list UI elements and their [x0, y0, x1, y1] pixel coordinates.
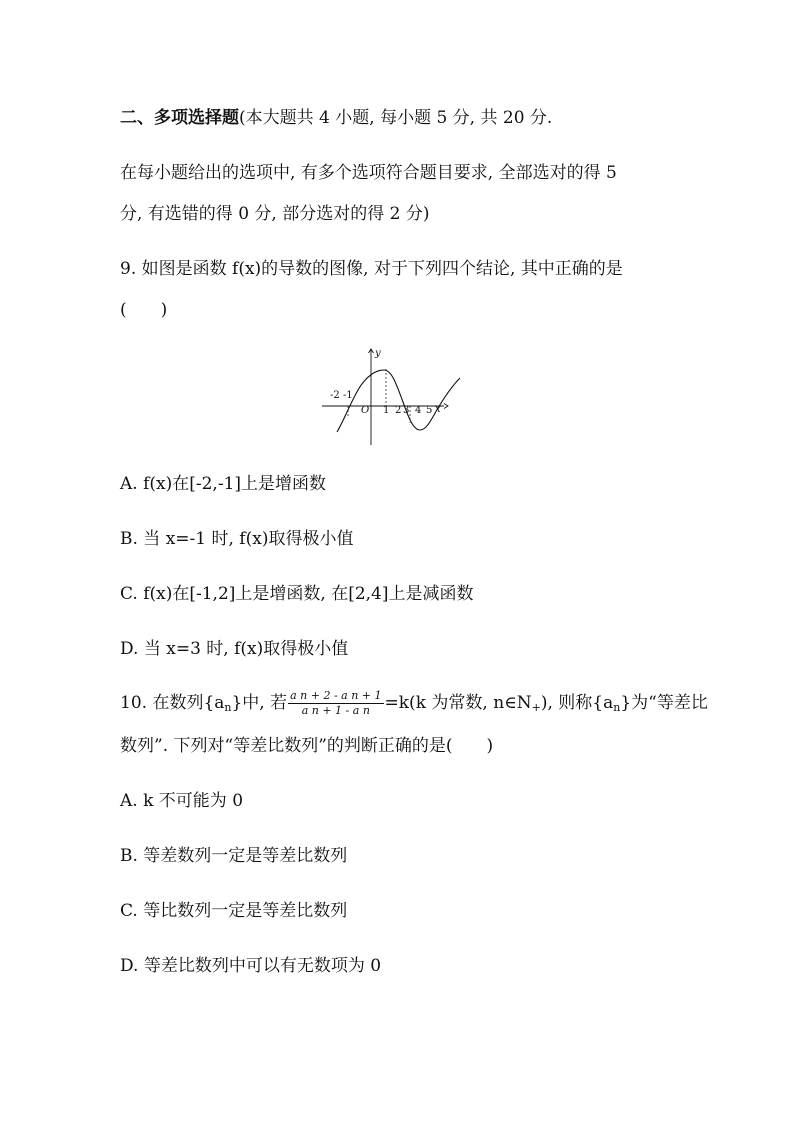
- derivative-curve: [337, 370, 460, 432]
- section-title: 二、多项选择题: [120, 108, 239, 128]
- q10-option-a: A. k 不可能为 0: [120, 791, 244, 811]
- section-instructions-line-3: 分, 有选错的得 0 分, 部分选对的得 2 分): [120, 204, 430, 224]
- tick-label-4: 4: [415, 405, 422, 416]
- q9-option-b: B. 当 x=-1 时, f(x)取得极小值: [120, 529, 354, 549]
- q10-stem-line-1: 10. 在数列$\{a_n\}$中, 若 $\frac{\text{a n + 2 - a n + 1}}{\text{a n + 1 - a n}}$ =k(k 为常数, $n\in N_+$), 则称$\{a_n\}$为“等差比: [120, 689, 708, 717]
- tick-label-1: 1: [383, 405, 390, 416]
- subscript-plus: +: [531, 701, 541, 714]
- q9-option-d: D. 当 x=3 时, f(x)取得极小值: [120, 639, 349, 659]
- origin-label: O: [361, 405, 370, 416]
- section-intro: (本大题共 4 小题, 每小题 5 分, 共 20 分.: [239, 108, 553, 128]
- q10-option-d: D. 等差比数列中可以有无数项为 0: [120, 956, 382, 976]
- q10-stem-line-2: 数列”. 下列对“等差比数列”的判断正确的是( ): [120, 736, 494, 756]
- subscript-n: n: [224, 701, 232, 714]
- fraction-numerator: a n + 2 - a n + 1: [290, 689, 382, 702]
- x-axis-arrow: [444, 404, 448, 409]
- fraction-denominator: a n + 1 - a n: [301, 704, 370, 717]
- q9-option-c: C. f(x)在[-1,2]上是增函数, 在[2,4]上是减函数: [120, 584, 474, 604]
- tick-label-neg2: -2: [330, 390, 340, 401]
- q10-option-b: B. 等差数列一定是等差比数列: [120, 846, 348, 866]
- tick-label-neg1: -1: [343, 390, 353, 401]
- q9-stem-answer-blank: ( ): [120, 300, 168, 320]
- q9-option-a: A. f(x)在[-2,-1]上是增函数: [120, 474, 327, 494]
- subscript-n-2: n: [613, 701, 621, 714]
- tick-label-3: 3: [403, 405, 410, 416]
- tick-label-2: 2: [395, 405, 402, 416]
- section-header: [120, 107, 552, 129]
- derivative-graph: [320, 340, 470, 450]
- tick-label-5: 5: [426, 405, 433, 416]
- q10-option-c: C. 等比数列一定是等差比数列: [120, 901, 348, 921]
- recurrence-fraction: [288, 690, 383, 717]
- q9-stem-line-1: 9. 如图是函数 f(x)的导数的图像, 对于下列四个结论, 其中正确的是: [120, 259, 623, 279]
- x-axis-label: x: [435, 404, 441, 415]
- y-axis-label: y: [375, 348, 381, 359]
- section-instructions-line-2: 在每小题给出的选项中, 有多个选项符合题目要求, 全部选对的得 5: [120, 163, 617, 183]
